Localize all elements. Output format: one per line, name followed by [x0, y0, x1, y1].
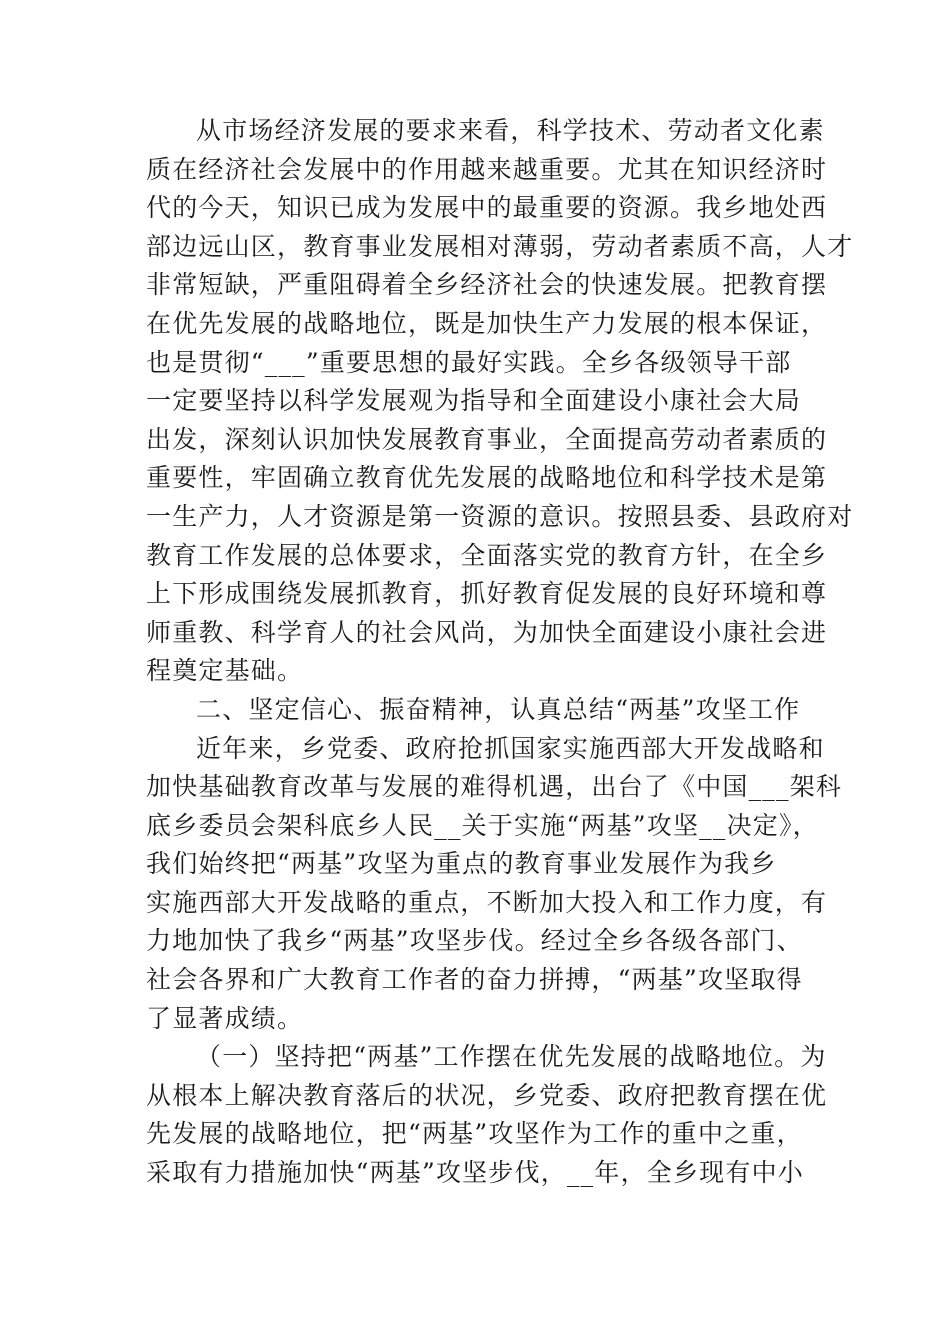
text-line: 我们始终把“两基”攻坚为重点的教育事业发展作为我乡 [146, 849, 777, 879]
subsection-heading: （一）坚持把“两基”工作摆在优先发展的战略地位。为 [196, 1042, 827, 1072]
text-line: 先发展的战略地位，把“两基”攻坚作为工作的重中之重， [146, 1119, 803, 1149]
text-line: 采取有力措施加快“两基”攻坚步伐，__年，全乡现有中小 [146, 1158, 804, 1188]
text-line: 质在经济社会发展中的作用越来越重要。尤其在知识经济时 [146, 154, 828, 184]
text-line: 底乡委员会架科底乡人民__关于实施“两基”攻坚__决定》， [146, 810, 819, 840]
text-line: 重要性，牢固确立教育优先发展的战略地位和科学技术是第 [146, 463, 828, 493]
text-line: 上下形成围绕发展抓教育，抓好教育促发展的良好环境和尊 [146, 579, 828, 609]
text-line: 出发，深刻认识加快发展教育事业，全面提高劳动者素质的 [146, 424, 828, 454]
text-line: 也是贯彻“___”重要思想的最好实践。全乡各级领导干部 [146, 347, 792, 377]
text-line: 力地加快了我乡“两基”攻坚步伐。经过全乡各级各部门、 [146, 926, 803, 956]
text-line: 师重教、科学育人的社会风尚，为加快全面建设小康社会进 [146, 617, 828, 647]
text-line: 加快基础教育改革与发展的难得机遇，出台了《中国___架科 [146, 772, 843, 802]
text-line: 实施西部大开发战略的重点，不断加大投入和工作力度，有 [146, 887, 828, 917]
text-line: 社会各界和广大教育工作者的奋力拼搏，“两基”攻坚取得 [146, 965, 803, 995]
text-line: 了显著成绩。 [146, 1003, 304, 1033]
text-line: 从市场经济发展的要求来看，科学技术、劳动者文化素 [196, 116, 825, 145]
text-line: 非常短缺，严重阻碍着全乡经济社会的快速发展。把教育摆 [146, 270, 828, 300]
text-line: 从根本上解决教育落后的状况，乡党委、政府把教育摆在优 [146, 1080, 828, 1110]
text-line: 代的今天，知识已成为发展中的最重要的资源。我乡地处西 [146, 193, 828, 223]
text-line: 部边远山区，教育事业发展相对薄弱，劳动者素质不高，人才 [146, 231, 854, 261]
text-line: 程奠定基础。 [146, 656, 304, 686]
text-line: 教育工作发展的总体要求，全面落实党的教育方针，在全乡 [146, 540, 828, 570]
section-heading: 二、坚定信心、振奋精神，认真总结“两基”攻坚工作 [196, 694, 801, 724]
text-line: 在优先发展的战略地位，既是加快生产力发展的根本保证， [146, 308, 828, 338]
text-line: 近年来，乡党委、政府抢抓国家实施西部大开发战略和 [196, 733, 825, 763]
text-line: 一定要坚持以科学发展观为指导和全面建设小康社会大局 [146, 386, 802, 416]
document-body [146, 112, 854, 1193]
text-line: 一生产力，人才资源是第一资源的意识。按照县委、县政府对 [146, 501, 854, 531]
